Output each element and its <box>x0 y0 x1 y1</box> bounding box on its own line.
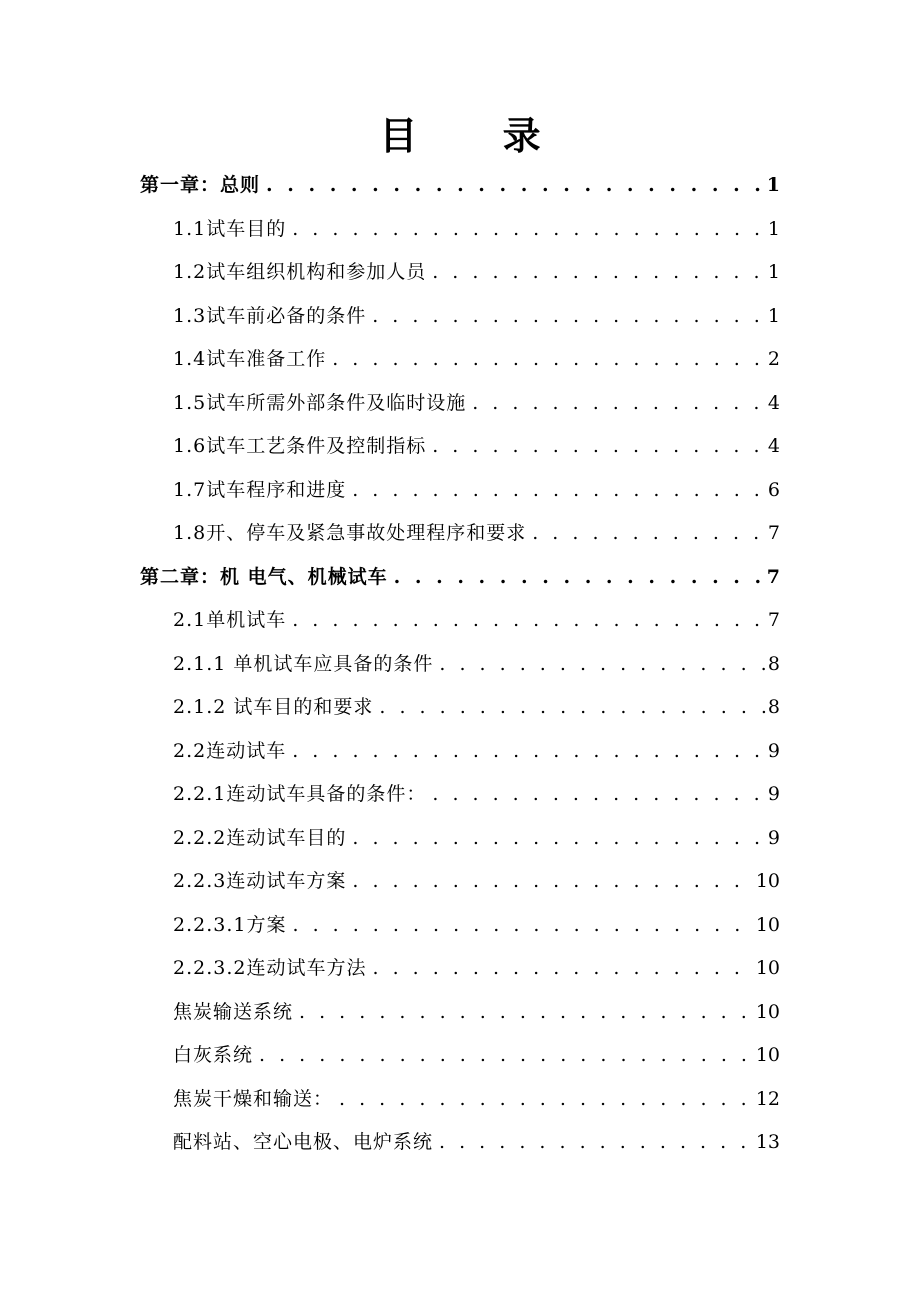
toc-leader-dots <box>366 295 766 339</box>
toc-chapter-entry[interactable] <box>0 164 920 208</box>
toc-entry-title: 2.2.2连动试车目的 <box>173 826 347 849</box>
toc-entry-page-number: 4 <box>767 391 780 414</box>
toc-section-entry[interactable] <box>0 991 920 1035</box>
toc-entry-title: 白灰系统 <box>173 1044 254 1066</box>
toc-leader-dots <box>346 860 753 904</box>
toc-entry-page-number: 10 <box>755 913 780 936</box>
toc-entry-title: 2.2.3.2连动试车方法 <box>173 957 367 979</box>
toc-leader-dots <box>426 425 766 469</box>
toc-entry-title: 2.1.2 试车目的和要求 <box>173 696 374 718</box>
toc-section-entry[interactable] <box>0 382 920 426</box>
toc-entry-page-number: 1 <box>766 174 780 196</box>
toc-entry-page-number: 10 <box>755 870 780 892</box>
toc-entry-page-number: 1 <box>767 304 780 327</box>
toc-leader-dots <box>286 904 753 948</box>
toc-entry-title: 2.2.1连动试车具备的条件： <box>173 783 427 805</box>
toc-leader-dots <box>293 991 754 1035</box>
toc-entry-title: 1.3试车前必备的条件 <box>173 304 367 327</box>
toc-section-entry[interactable] <box>0 1034 920 1078</box>
toc-entry-title: 第二章：机 电气、机械试车 <box>140 565 388 588</box>
toc-leader-dots <box>433 1121 754 1165</box>
toc-entry-page-number: 9 <box>767 783 780 805</box>
toc-section-entry[interactable] <box>0 1121 920 1165</box>
toc-section-entry[interactable] <box>0 947 920 991</box>
toc-entry-page-number: 1 <box>767 217 780 240</box>
toc-entry-page-number: 2 <box>767 348 780 370</box>
toc-leader-dots <box>286 599 766 643</box>
toc-entry-title: 1.2试车组织机构和参加人员 <box>173 261 427 283</box>
toc-section-entry[interactable] <box>0 295 920 339</box>
toc-section-entry[interactable] <box>0 512 920 556</box>
toc-entry-title: 2.1单机试车 <box>173 609 287 631</box>
toc-entry-page-number: 10 <box>755 957 780 979</box>
toc-entry-title: 1.8开、停车及紧急事故处理程序和要求 <box>173 522 527 544</box>
toc-leader-dots <box>388 556 765 600</box>
toc-leader-dots <box>366 947 753 991</box>
toc-section-entry[interactable] <box>0 1078 920 1122</box>
toc-entry-page-number: 10 <box>755 1000 780 1023</box>
toc-leader-dots <box>346 469 766 513</box>
table-of-contents <box>0 164 920 1165</box>
toc-section-entry[interactable] <box>0 208 920 252</box>
toc-entry-title: 2.2连动试车 <box>173 739 287 762</box>
toc-entry-page-number: 13 <box>755 1131 780 1153</box>
toc-entry-title: 1.1试车目的 <box>173 217 287 240</box>
toc-section-entry[interactable] <box>0 860 920 904</box>
toc-section-entry[interactable] <box>0 599 920 643</box>
toc-section-entry[interactable] <box>0 338 920 382</box>
toc-entry-title: 配料站、空心电极、电炉系统 <box>173 1131 434 1153</box>
toc-entry-title: 1.6试车工艺条件及控制指标 <box>173 435 427 457</box>
toc-entry-title: 第一章：总则 <box>140 174 261 196</box>
toc-entry-page-number: 7 <box>767 522 780 544</box>
toc-leader-dots <box>333 1078 754 1122</box>
toc-leader-dots <box>286 730 766 774</box>
toc-entry-page-number: 6 <box>767 478 780 501</box>
toc-entry-page-number: 4 <box>767 435 780 457</box>
toc-section-entry[interactable] <box>0 730 920 774</box>
toc-entry-title: 2.1.1 单机试车应具备的条件 <box>173 652 434 675</box>
toc-leader-dots <box>466 382 766 426</box>
toc-entry-page-number: 7 <box>766 565 780 588</box>
toc-leader-dots <box>346 817 766 861</box>
toc-leader-dots <box>433 643 766 687</box>
toc-entry-title: 2.2.3.1方案 <box>173 913 287 936</box>
toc-entry-page-number: 7 <box>767 609 780 631</box>
toc-leader-dots <box>326 338 766 382</box>
toc-section-entry[interactable] <box>0 686 920 730</box>
toc-entry-page-number: 10 <box>755 1044 780 1066</box>
toc-section-entry[interactable] <box>0 817 920 861</box>
toc-entry-page-number: 12 <box>755 1087 780 1110</box>
toc-leader-dots <box>253 1034 754 1078</box>
toc-leader-dots <box>426 773 766 817</box>
toc-leader-dots <box>373 686 766 730</box>
toc-entry-title: 焦炭干燥和输送： <box>173 1087 334 1110</box>
toc-section-entry[interactable] <box>0 425 920 469</box>
toc-entry-page-number: 1 <box>767 261 780 283</box>
toc-chapter-entry[interactable] <box>0 556 920 600</box>
toc-entry-page-number: 8 <box>767 696 780 718</box>
toc-entry-title: 1.5试车所需外部条件及临时设施 <box>173 391 467 414</box>
toc-entry-title: 焦炭输送系统 <box>173 1000 294 1023</box>
toc-leader-dots <box>426 251 766 295</box>
toc-section-entry[interactable] <box>0 773 920 817</box>
toc-section-entry[interactable] <box>0 904 920 948</box>
toc-entry-page-number: 9 <box>767 826 780 849</box>
page-title: 目 录 <box>379 113 577 158</box>
toc-entry-title: 1.4试车准备工作 <box>173 348 327 370</box>
toc-section-entry[interactable] <box>0 469 920 513</box>
toc-leader-dots <box>526 512 766 556</box>
toc-section-entry[interactable] <box>0 251 920 295</box>
toc-leader-dots <box>286 208 766 252</box>
toc-entry-page-number: 9 <box>767 739 780 762</box>
toc-entry-page-number: 8 <box>767 652 780 675</box>
toc-entry-title: 1.7试车程序和进度 <box>173 478 347 501</box>
toc-section-entry[interactable] <box>0 643 920 687</box>
toc-entry-title: 2.2.3连动试车方案 <box>173 870 347 892</box>
toc-leader-dots <box>260 164 765 208</box>
